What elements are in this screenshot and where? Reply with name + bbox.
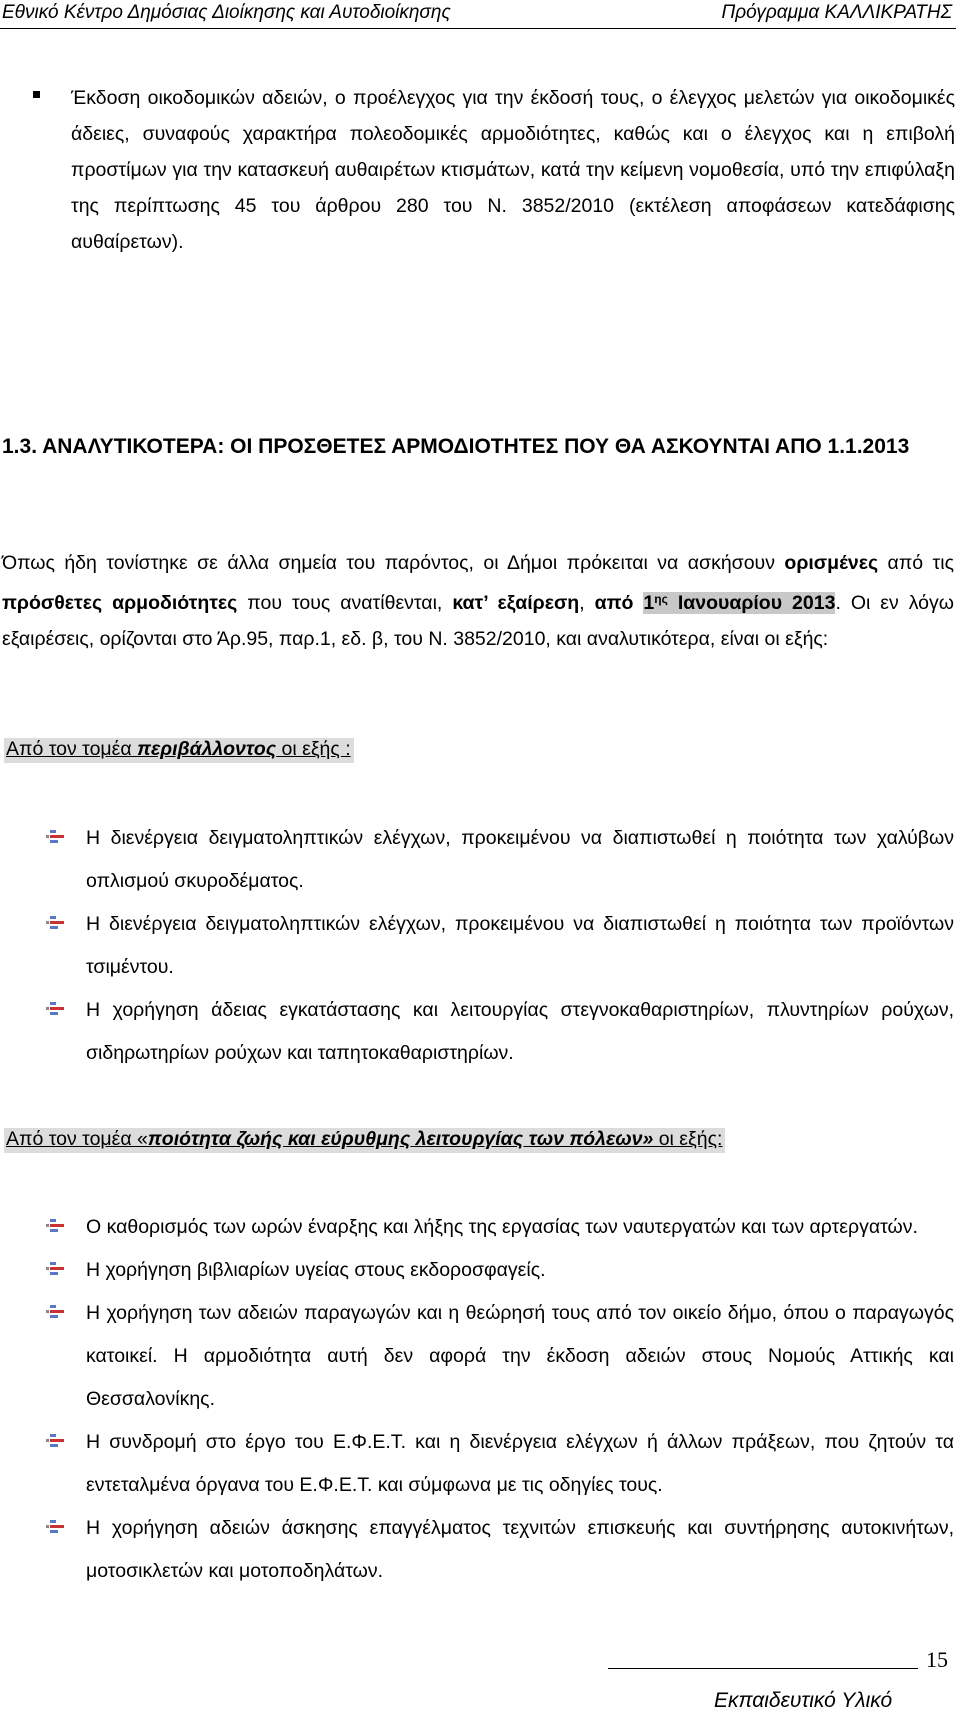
list-item	[44, 1292, 954, 1421]
section-heading: 1.3. ΑΝΑΛΥΤΙΚΟΤΕΡΑ: ΟΙ ΠΡΟΣΘΕΤΕΣ ΑΡΜΟΔΙΟΤΗΤΕΣ ΠΟΥ ΘΑ ΑΣΚΟΥΝΤΑΙ ΑΠΟ 1.1.2013	[2, 435, 910, 458]
intro-text-5: . Οι εν λόγω εξαιρέσεις, ορίζονται στο Άρ.95, παρ.1, εδ. β, του Ν. 3852/2010, και αναλυτικότερα, είναι οι εξής:	[2, 592, 954, 650]
section2-heading	[4, 1128, 725, 1153]
list-item-text: Η συνδρομή στο έργο του Ε.Φ.Ε.Τ. και η διενέργεια ελέγχων ή άλλων πράξεων, που ζητούν τα εντεταλμένα όργανα του Ε.Φ.Ε.Τ. και σύμφωνα με τις οδηγίες τους.	[86, 1431, 954, 1496]
section1-post: οι εξής :	[276, 738, 351, 760]
layered-arrow-bullet-icon	[44, 1261, 66, 1277]
list-item	[44, 989, 954, 1075]
section2-post: οι εξής:	[653, 1128, 723, 1150]
intro-text-3: που τους ανατίθενται,	[237, 592, 453, 614]
page-header	[0, 0, 956, 29]
section1-list	[44, 817, 954, 1075]
intro-paragraph	[2, 545, 954, 657]
intro-highlight-sup: ης	[654, 592, 668, 606]
section1-pre: Από τον τομέα	[6, 738, 138, 760]
list-item-text: Η χορήγηση βιβλιαρίων υγείας στους εκδοροσφαγείς.	[86, 1259, 546, 1281]
intro-bold-2: πρόσθετες αρμοδιότητες	[2, 592, 238, 614]
list-item	[44, 1249, 954, 1292]
layered-arrow-bullet-icon	[44, 915, 66, 931]
layered-arrow-bullet-icon	[44, 1519, 66, 1535]
section2-pre: Από τον τομέα «	[6, 1128, 148, 1150]
layered-arrow-bullet-icon	[44, 1001, 66, 1017]
header-right-title: Πρόγραμμα ΚΑΛΛΙΚΡΑΤΗΣ	[721, 2, 952, 23]
section1-heading	[4, 738, 354, 763]
list-item	[44, 1421, 954, 1507]
intro-highlight-2: Ιανουαρίου 2013	[667, 592, 836, 614]
layered-arrow-bullet-icon	[44, 829, 66, 845]
section2-bold: ποιότητα ζωής και εύρυθμης λειτουργίας των πόλεων»	[147, 1128, 654, 1150]
section2-list	[44, 1206, 954, 1593]
layered-arrow-bullet-icon	[44, 1304, 66, 1320]
intro-bold-3: κατ’ εξαίρεση	[452, 592, 580, 614]
list-item	[44, 1507, 954, 1593]
list-item-text: Η χορήγηση αδειών άσκησης επαγγέλματος τεχνιτών επισκευής και συντήρησης αυτοκινήτων, μοτοσικλετών και μοτοποδηλάτων.	[86, 1517, 954, 1582]
intro-highlight-date	[643, 592, 835, 614]
header-left-title: Εθνικό Κέντρο Δημόσιας Διοίκησης και Αυτοδιοίκησης	[2, 2, 451, 23]
list-item-text: Ο καθορισμός των ωρών έναρξης και λήξης της εργασίας των ναυτεργατών και των αρτεργατών.	[86, 1216, 918, 1238]
list-item-text: Η διενέργεια δειγματοληπτικών ελέγχων, προκειμένου να διαπιστωθεί η ποιότητα των προϊόντων τσιμέντου.	[86, 913, 954, 978]
footer-label: Εκπαιδευτικό Υλικό	[714, 1689, 893, 1712]
intro-bold-1: ορισμένες	[784, 552, 879, 574]
list-item-text: Η διενέργεια δειγματοληπτικών ελέγχων, προκειμένου να διαπιστωθεί η ποιότητα των χαλύβων οπλισμού σκυροδέματος.	[86, 827, 954, 892]
top-bullet-paragraph: Έκδοση οικοδομικών αδειών, ο προέλεγχος για την έκδοσή τους, ο έλεγχος μελετών για οικοδομικές άδειες, συναφούς χαρακτήρα πολεοδομικές αρμοδιότητες, καθώς και ο έλεγχος και η επιβολή προστίμων για την κατασκευή αυθαιρέτων κτισμάτων, κατά την κείμενη νομοθεσία, υπό την επιφύλαξη της περίπτωσης 45 του άρθρου 280 του Ν. 3852/2010 (εκτέλεση αποφάσεων κατεδάφισης αυθαίρετων).	[71, 87, 955, 253]
intro-text-4: ,	[579, 592, 595, 614]
square-bullet-icon	[33, 91, 40, 98]
page-number: 15	[926, 1647, 948, 1672]
intro-text-1: Όπως ήδη τονίστηκε σε άλλα σημεία του παρόντος, οι Δήμοι πρόκειται να ασκήσουν	[2, 552, 785, 574]
list-item	[44, 1206, 954, 1249]
layered-arrow-bullet-icon	[44, 1433, 66, 1449]
intro-highlight-1: 1	[643, 592, 655, 614]
section1-bold: περιβάλλοντος	[137, 738, 277, 760]
intro-text-2: από τις	[878, 552, 954, 574]
layered-arrow-bullet-icon	[44, 1218, 66, 1234]
list-item	[44, 817, 954, 903]
list-item-text: Η χορήγηση άδειας εγκατάστασης και λειτουργίας στεγνοκαθαριστηρίων, πλυντηρίων ρούχων, σιδηρωτηρίων ρούχων και ταπητοκαθαριστηρίων.	[86, 999, 954, 1064]
list-item	[44, 903, 954, 989]
list-item-text: Η χορήγηση των αδειών παραγωγών και η θεώρησή τους από τον οικείο δήμο, όπου ο παραγωγός κατοικεί. Η αρμοδιότητα αυτή δεν αφορά την έκδοση αδειών στους Νομούς Αττικής και Θεσσαλονίκης.	[86, 1302, 954, 1410]
intro-bold-4: από	[594, 592, 644, 614]
footer-rule	[608, 1668, 918, 1669]
